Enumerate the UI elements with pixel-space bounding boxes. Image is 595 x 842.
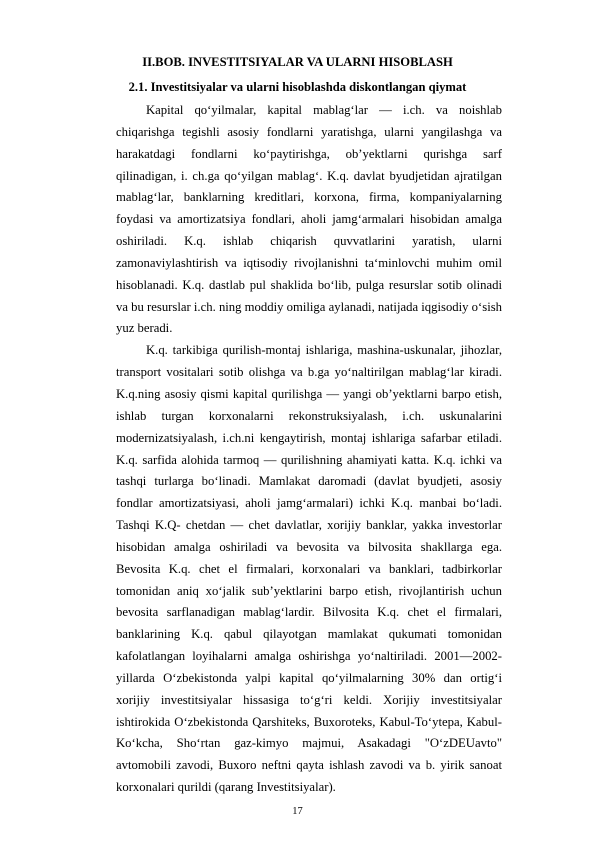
paragraph (116, 340, 502, 799)
paragraph (116, 100, 502, 340)
section-title: 2.1. Investitsiyalar va ularni hisoblashda diskontlangan qiymat (128, 80, 467, 94)
body-text (116, 100, 502, 799)
paragraph-text: K.q. tarkibiga qurilish-montaj ishlariga, mashina-uskunalar, jihozlar, transport vositalari sotib olishga va b.ga yoʻnaltirilgan mablagʻlar kiradi. K.q.ning asosiy qismi kapital qurilishga — yangi obʼyektlarni barpo etish, ishlab turgan korxonalarni rekonstruksiyalash, i.ch. uskunalarini modernizatsiyalash, i.ch.ni kengaytirish, montaj ishlariga safarbar etiladi. K.q. sarfida alohida tarmoq — qurilishning ahamiyati katta. K.q. ichki va tashqi turlarga boʻlinadi. Mamlakat daromadi (davlat byudjeti, asosiy fondlar amortizatsiyasi, aholi jamgʻarmalari) ichki K.q. manbai boʻladi. Tashqi K.Q- chetdan — chet davlatlar, xorijiy banklar, yakka investorlar hisobidan amalga oshiriladi va bevosita va bilvosita shakllarga ega. Bevosita K.q. chet el firmalari, korxonalari va banklari, tadbirkorlar tomonidan aniq xoʻjalik subʼyektlarini barpo etish, rivojlantirish uchun bevosita sarflanadigan mablagʻlardir. Bilvosita K.q. chet el firmalari, banklarining K.q. qabul qilayotgan mamlakat qukumati tomonidan kafolatlangan loyihalarni amalga oshirishga yoʻnaltiriladi. 2001—2002-yillarda Oʻzbekistonda yalpi kapital qoʻyilmalarning 30% dan ortigʻi xorijiy investitsiyalar hissasiga toʻgʻri keldi. Xorijiy investitsiyalar ishtirokida Oʻzbekistonda Qarshiteks, Buxoroteks, Kabul-Toʻytepa, Kabul-Koʻkcha, Shoʻrtan gaz-kimyo majmui, Asakadagi "OʻzDEUavto" avtomobili zavodi, Buxoro neftni qayta ishlash zavodi va b. yirik sanoat korxonalari qurildi (qarang Investitsiyalar). (116, 343, 502, 795)
paragraph-text: Kapital qoʻyilmalar, kapital mablagʻlar — i.ch. va noishlab chiqarishga tegishli asosiy fondlarni yaratishga, ularni yangilashga va harakatdagi fondlarni koʻpaytirishga, obʼyektlarni qurishga sarf qilinadigan, i. ch.ga qoʻyilgan mablagʻ. K.q. davlat byudjetidan ajratilgan mablagʻlar, banklarning kreditlari, korxona, firma, kompaniyalarning foydasi va amortizatsiya fondlari, aholi jamgʻarmalari hisobidan amalga oshiriladi. K.q. ishlab chiqarish quvvatlarini yaratish, ularni zamonaviylashtirish va iqtisodiy rivojlanishni taʻminlovchi muhim omil hisoblanadi. K.q. dastlab pul shaklida boʻlib, pulga resurslar sotib olinadi va bu resurslar i.ch. ning moddiy omiliga aylanadi, natijada iqgisodiy oʻsish yuz beradi. (116, 103, 502, 336)
page-number: 17 (292, 806, 303, 817)
chapter-title: II.BOB. INVESTITSIYALAR VA ULARNI HISOBLASH (142, 55, 453, 69)
